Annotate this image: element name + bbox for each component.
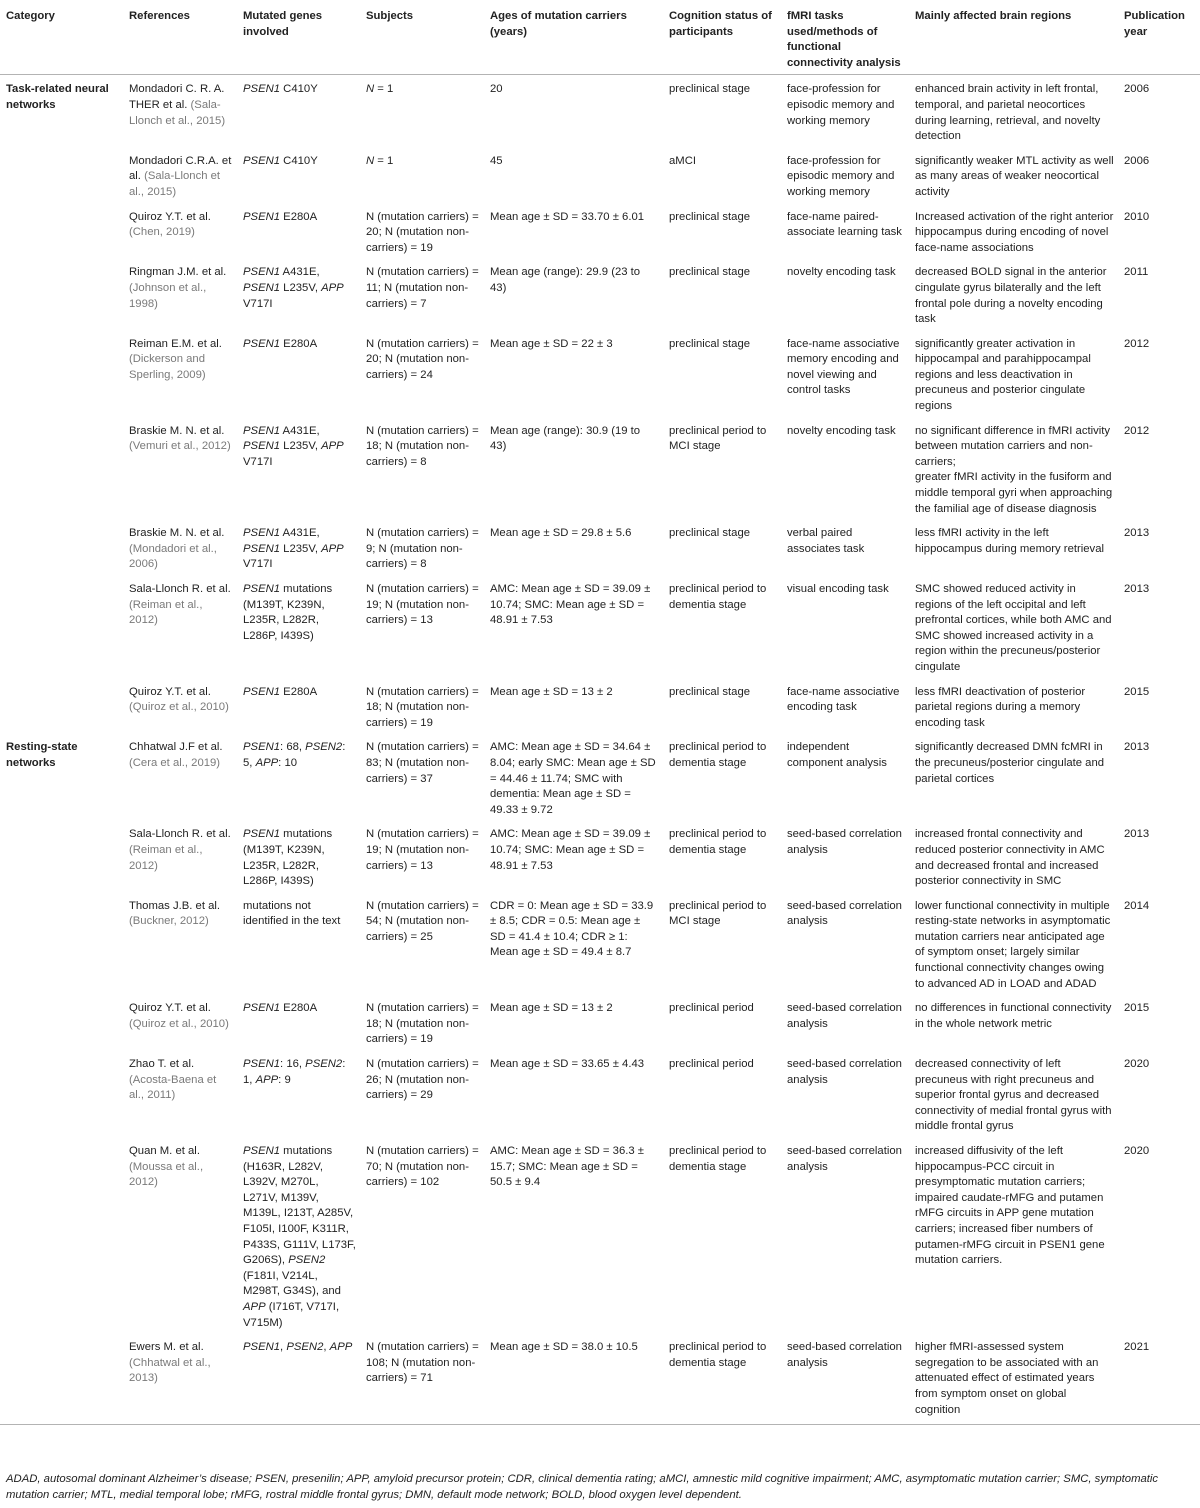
reference-cell bbox=[123, 417, 237, 520]
reference-citation-link: (Reiman et al., 2012) bbox=[129, 598, 203, 627]
gene-detail: : 9 bbox=[278, 1073, 291, 1086]
publication-year-cell: 2010 bbox=[1124, 210, 1150, 223]
gene-name: PSEN1 bbox=[243, 583, 281, 595]
gene-detail: E280A bbox=[280, 210, 318, 223]
gene-name: PSEN1 bbox=[243, 440, 281, 453]
gene-detail: A431E, bbox=[280, 266, 320, 279]
ages-cell: Mean age ± SD = 13 ± 2 bbox=[490, 1002, 613, 1015]
subjects-cell bbox=[360, 1050, 484, 1137]
header-ages: Ages of mutation carriers (years) bbox=[484, 2, 663, 75]
gene-name: APP bbox=[321, 281, 344, 294]
gene-detail: E280A bbox=[280, 337, 318, 350]
cognition-cell: preclinical period to MCI stage bbox=[669, 424, 767, 453]
reference-author: Sala-Llonch R. et al. bbox=[129, 828, 231, 841]
brain-regions-cell: significantly weaker MTL activity as well as many areas of weaker neocortical activity bbox=[915, 154, 1114, 198]
subjects-cell bbox=[360, 994, 484, 1050]
gene-detail: E280A bbox=[280, 1002, 318, 1015]
gene-name: PSEN1 bbox=[243, 1145, 281, 1157]
gene-name: PSEN1 bbox=[243, 83, 281, 96]
brain-regions-cell: decreased BOLD signal in the anterior cingulate gyrus bilaterally and the left frontal pole during a novelty encoding task bbox=[915, 266, 1107, 326]
publication-year-cell: 2015 bbox=[1124, 685, 1150, 698]
ages-cell: Mean age ± SD = 29.8 ± 5.6 bbox=[490, 527, 632, 540]
mutated-genes-cell bbox=[237, 994, 360, 1050]
cognition-cell: preclinical period bbox=[669, 1002, 754, 1015]
reference-citation-link: (Moussa et al., 2012) bbox=[129, 1160, 204, 1189]
brain-regions-cell: Increased activation of the right anterior hippocampus during encoding of novel face-name associations bbox=[915, 210, 1114, 254]
reference-citation-link: (Cera et al., 2019) bbox=[129, 756, 221, 769]
gene-detail: E280A bbox=[280, 685, 318, 698]
cognition-cell: preclinical stage bbox=[669, 685, 751, 698]
subjects-cell bbox=[360, 330, 484, 417]
mutated-genes-cell bbox=[237, 733, 360, 820]
gene-name: PSEN1 bbox=[243, 1341, 281, 1354]
reference-citation-link: (Acosta-Baena et al., 2011) bbox=[129, 1073, 217, 1102]
brain-regions-cell: significantly decreased DMN fcMRI in the precuneus/posterior cingulate and parietal cortices bbox=[915, 741, 1105, 785]
ages-cell: Mean age ± SD = 33.70 ± 6.01 bbox=[490, 210, 645, 223]
gene-detail: C410Y bbox=[280, 154, 318, 167]
reference-citation-link: (Chhatwal et al., 2013) bbox=[129, 1356, 211, 1385]
brain-regions-cell: enhanced brain activity in left frontal, temporal, and parietal neocortices during learning, retrieval, and novelty detection bbox=[915, 83, 1101, 143]
gene-name: PSEN1 bbox=[243, 281, 281, 294]
brain-regions-cell: lower functional connectivity in multiple resting-state networks in asymptomatic mutation carriers near anticipated age of symptom onset; largely similar functional connectivity changes owing to advanced AD in LOAD and ADAD bbox=[915, 899, 1111, 990]
subjects-text: N (mutation carriers) = 18; N (mutation non-carriers) = 19 bbox=[366, 685, 479, 729]
subjects-cell bbox=[360, 417, 484, 520]
header-subjects: Subjects bbox=[360, 2, 484, 75]
gene-detail: : 1, bbox=[243, 1058, 346, 1086]
subjects-text: N (mutation carriers) = 20; N (mutation non-carriers) = 24 bbox=[366, 337, 479, 381]
subjects-text: N (mutation carriers) = 20; N (mutation non-carriers) = 19 bbox=[366, 210, 479, 254]
gene-detail: L235V, bbox=[280, 542, 322, 555]
table-row bbox=[0, 417, 1200, 520]
reference-author: Reiman E.M. et al. bbox=[129, 337, 222, 350]
brain-regions-cell: higher fMRI-assessed system segregation to be associated with an attenuated effect of estimated years from symptom onset on global cognition bbox=[909, 1333, 1118, 1424]
subjects-text: N (mutation carriers) = 18; N (mutation non-carriers) = 8 bbox=[366, 424, 479, 468]
table-body bbox=[0, 75, 1200, 1425]
mutated-genes-cell bbox=[237, 892, 360, 995]
fmri-task-cell: face-name associative encoding task bbox=[787, 685, 900, 714]
ages-cell: AMC: Mean age ± SD = 39.09 ± 10.74; SMC: Mean age ± SD = 48.91 ± 7.53 bbox=[490, 583, 651, 627]
category-cell bbox=[0, 147, 123, 203]
gene-name: PSEN1 bbox=[243, 1002, 281, 1015]
reference-citation-link: (Mondadori et al., 2006) bbox=[129, 542, 217, 571]
reference-cell bbox=[123, 1050, 237, 1137]
reference-citation-link: (Quiroz et al., 2010) bbox=[129, 1017, 229, 1030]
reference-author: Mondadori C. R. A. THER et al. bbox=[129, 83, 225, 111]
subjects-cell bbox=[360, 203, 484, 259]
fmri-task-cell: seed-based correlation analysis bbox=[787, 1058, 902, 1086]
gene-detail: V717I bbox=[243, 455, 273, 468]
table-row bbox=[0, 575, 1200, 678]
publication-year-cell: 2014 bbox=[1124, 899, 1150, 912]
subjects-text: N bbox=[366, 83, 375, 96]
table-row bbox=[0, 1050, 1200, 1137]
reference-citation-link: (Johnson et al., 1998) bbox=[129, 281, 207, 310]
reference-cell bbox=[123, 147, 237, 203]
category-cell bbox=[0, 330, 123, 417]
gene-detail: , bbox=[323, 1341, 330, 1354]
publication-year-cell: 2020 bbox=[1124, 1058, 1150, 1071]
mutated-genes-cell bbox=[237, 519, 360, 575]
publication-year-cell: 2015 bbox=[1124, 1002, 1150, 1015]
header-row bbox=[0, 2, 1200, 75]
brain-regions-cell: no differences in functional connectivity in the whole network metric bbox=[915, 1002, 1112, 1030]
reference-cell bbox=[123, 1333, 237, 1424]
publication-year-cell: 2006 bbox=[1124, 154, 1150, 167]
reference-author: Ewers M. et al. bbox=[129, 1341, 204, 1354]
table-row bbox=[0, 330, 1200, 417]
cognition-cell: aMCI bbox=[669, 154, 696, 167]
gene-name: APP bbox=[255, 756, 279, 769]
reference-cell bbox=[123, 892, 237, 995]
fmri-task-cell: seed-based correlation analysis bbox=[787, 1002, 902, 1030]
fmri-task-cell: visual encoding task bbox=[787, 583, 889, 595]
mutated-genes-cell bbox=[237, 330, 360, 417]
reference-author: Chhatwal J.F et al. bbox=[129, 741, 223, 754]
ages-cell: Mean age ± SD = 38.0 ± 10.5 bbox=[484, 1333, 663, 1424]
ages-cell: 45 bbox=[490, 154, 503, 167]
category-cell bbox=[0, 417, 123, 520]
reference-citation-link: (Vemuri et al., 2012) bbox=[129, 440, 231, 453]
reference-cell bbox=[123, 575, 237, 678]
category-cell bbox=[0, 1137, 123, 1333]
header-references: References bbox=[123, 2, 237, 75]
subjects-text: N (mutation carriers) = 19; N (mutation non-carriers) = 13 bbox=[366, 583, 479, 627]
header-cognition: Cognition status of participants bbox=[663, 2, 781, 75]
mutated-genes-cell bbox=[237, 575, 360, 678]
table-row bbox=[0, 1137, 1200, 1333]
category-cell: Resting-state networks bbox=[6, 741, 78, 769]
ages-cell: AMC: Mean age ± SD = 36.3 ± 15.7; SMC: Mean age ± SD = 50.5 ± 9.4 bbox=[490, 1145, 644, 1189]
mutated-genes-cell bbox=[237, 417, 360, 520]
table-row bbox=[0, 733, 1200, 820]
mutated-genes-cell bbox=[237, 75, 360, 147]
subjects-text: N (mutation carriers) = 54; N (mutation non-carriers) = 25 bbox=[366, 899, 479, 943]
reference-author: Braskie M. N. et al. bbox=[129, 527, 225, 540]
table-row bbox=[0, 519, 1200, 575]
reference-author: Sala-Llonch R. et al. bbox=[129, 583, 231, 595]
fmri-task-cell: face-profession for episodic memory and working memory bbox=[787, 83, 895, 127]
brain-regions-cell: increased frontal connectivity and reduced posterior connectivity in AMC and decreased frontal and increased posterior connectivity in SMC bbox=[915, 828, 1105, 888]
publication-year-cell: 2012 bbox=[1124, 337, 1150, 350]
fmri-task-cell: verbal paired associates task bbox=[787, 527, 865, 555]
gene-name: PSEN1 bbox=[243, 527, 281, 540]
reference-author: Braskie M. N. et al. bbox=[129, 424, 225, 437]
subjects-text: = 1 bbox=[374, 154, 394, 167]
brain-regions-cell: no significant difference in fMRI activity between mutation carriers and non-carriers; greater fMRI activity in the fusiform and middle temporal gyri when approaching the familial age of disease diagnosis bbox=[915, 424, 1113, 515]
table-row bbox=[0, 820, 1200, 891]
reference-citation-link: (Quiroz et al., 2010) bbox=[129, 701, 229, 714]
fmri-task-cell: face-name associative memory encoding and novel viewing and control tasks bbox=[787, 337, 900, 397]
mutated-genes-cell bbox=[237, 820, 360, 891]
category-cell bbox=[0, 820, 123, 891]
gene-name: PSEN2 bbox=[286, 1341, 324, 1354]
header-category: Category bbox=[0, 2, 123, 75]
publication-year-cell: 2013 bbox=[1124, 828, 1150, 841]
reference-cell bbox=[123, 994, 237, 1050]
publication-year-cell: 2013 bbox=[1124, 583, 1150, 595]
publication-year-cell: 2011 bbox=[1124, 266, 1149, 279]
reference-citation-link: (Reiman et al., 2012) bbox=[129, 843, 203, 872]
gene-name: PSEN2 bbox=[305, 741, 343, 754]
cognition-cell: preclinical stage bbox=[669, 527, 751, 540]
subjects-cell bbox=[360, 1137, 484, 1333]
header-fmri-tasks: fMRI tasks used/methods of functional connectivity analysis bbox=[781, 2, 909, 75]
gene-detail: : 16, bbox=[280, 1058, 306, 1071]
gene-name: PSEN1 bbox=[243, 828, 281, 841]
gene-detail: mutations (M139T, K239N, L235R, L282R, L286P, I439S) bbox=[243, 828, 333, 888]
reference-citation-link: (Sala-Llonch et al., 2015) bbox=[129, 170, 221, 198]
cognition-cell: preclinical stage bbox=[669, 337, 751, 350]
ages-cell: Mean age (range): 29.9 (23 to 43) bbox=[490, 266, 641, 294]
ages-cell: 20 bbox=[490, 83, 503, 96]
ages-cell: Mean age ± SD = 22 ± 3 bbox=[490, 337, 613, 350]
gene-name: PSEN1 bbox=[243, 424, 281, 437]
header-genes: Mutated genes involved bbox=[237, 2, 360, 75]
reference-cell bbox=[123, 258, 237, 329]
gene-name: APP bbox=[243, 1300, 266, 1313]
header-brain-regions: Mainly affected brain regions bbox=[909, 2, 1118, 75]
reference-cell bbox=[123, 75, 237, 147]
mutated-genes-cell bbox=[237, 147, 360, 203]
subjects-text: N (mutation carriers) = 9; N (mutation non-carriers) = 8 bbox=[366, 527, 479, 571]
gene-detail: (I716T, V717I, V715M) bbox=[243, 1300, 340, 1329]
cognition-cell: preclinical period to MCI stage bbox=[669, 899, 767, 928]
category-cell bbox=[0, 1333, 123, 1424]
ages-cell: AMC: Mean age ± SD = 34.64 ± 8.04; early SMC: Mean age ± SD = 44.46 ± 11.74; SMC with dementia: Mean age ± SD = 49.33 ± 9.72 bbox=[490, 741, 656, 816]
ages-cell: Mean age ± SD = 33.65 ± 4.43 bbox=[490, 1058, 645, 1071]
gene-name: PSEN1 bbox=[243, 210, 281, 223]
reference-citation-link: (Sala-Llonch et al., 2015) bbox=[129, 98, 226, 127]
reference-citation-link: (Chen, 2019) bbox=[129, 226, 195, 239]
cognition-cell: preclinical period to dementia stage bbox=[669, 1145, 767, 1173]
gene-name: PSEN2 bbox=[288, 1254, 326, 1267]
gene-name: PSEN1 bbox=[243, 337, 281, 350]
subjects-text: = 1 bbox=[374, 83, 394, 96]
reference-cell bbox=[123, 678, 237, 734]
header-publication-year: Publication year bbox=[1118, 2, 1200, 75]
ages-cell: AMC: Mean age ± SD = 39.09 ± 10.74; SMC: Mean age ± SD = 48.91 ± 7.53 bbox=[490, 828, 651, 872]
gene-name: PSEN1 bbox=[243, 741, 281, 754]
brain-regions-cell: less fMRI activity in the left hippocampus during memory retrieval bbox=[915, 527, 1104, 555]
reference-author: Quiroz Y.T. et al. bbox=[129, 685, 211, 698]
fmri-task-cell: independent component analysis bbox=[787, 741, 887, 769]
gene-detail: V717I bbox=[243, 297, 273, 310]
reference-author: Quan M. et al. bbox=[129, 1145, 200, 1157]
subjects-text: N (mutation carriers) = 70; N (mutation non-carriers) = 102 bbox=[366, 1145, 479, 1189]
publication-year-cell: 2012 bbox=[1124, 424, 1150, 437]
subjects-cell bbox=[360, 820, 484, 891]
gene-detail: L235V, bbox=[280, 281, 322, 294]
reference-author: Quiroz Y.T. et al. bbox=[129, 1002, 211, 1015]
brain-regions-cell: SMC showed reduced activity in regions of the left occipital and left prefrontal cortices, while both AMC and SMC showed increased activity in a region within the precuneus/posterior cingulate bbox=[915, 583, 1112, 673]
mutated-genes-cell bbox=[237, 1333, 360, 1424]
brain-regions-cell: increased diffusivity of the left hippocampus-PCC circuit in presymptomatic mutation carriers; impaired caudate-rMFG and putamen rMFG circuits in APP gene mutation carriers; increased fiber numbers of putamen-rMFG circuit in PSEN1 gene mutation carriers. bbox=[915, 1145, 1105, 1267]
fmri-task-cell: seed-based correlation analysis bbox=[787, 899, 902, 928]
table-row bbox=[0, 258, 1200, 329]
category-cell bbox=[0, 519, 123, 575]
subjects-text: N (mutation carriers) = 83; N (mutation non-carriers) = 37 bbox=[366, 741, 479, 785]
gene-name: PSEN1 bbox=[243, 154, 281, 167]
reference-cell bbox=[123, 519, 237, 575]
reference-citation-link: (Buckner, 2012) bbox=[129, 915, 209, 928]
cognition-cell: preclinical stage bbox=[669, 83, 751, 96]
table-row bbox=[0, 1333, 1200, 1424]
table-footnote: ADAD, autosomal dominant Alzheimer’s disease; PSEN, presenilin; APP, amyloid precursor protein; CDR, clinical dementia rating; aMCI, amnestic mild cognitive impairment; AMC, asymptomatic mutation carrier; SMC, symptomatic mutation carrier; MTL, medial temporal lobe; rMFG, rostral middle frontal gyrus; DMN, default mode network; BOLD, blood oxygen level dependent. bbox=[6, 1473, 1159, 1501]
brain-regions-cell: decreased connectivity of left precuneus with right precuneus and superior frontal gyrus and decreased connectivity of medial frontal gyrus with middle frontal gyrus bbox=[915, 1058, 1112, 1133]
category-cell bbox=[0, 994, 123, 1050]
gene-detail: : 68, bbox=[280, 741, 306, 754]
gene-detail: : 10 bbox=[278, 756, 298, 769]
reference-author: Ringman J.M. et al. bbox=[129, 266, 227, 279]
subjects-cell bbox=[360, 147, 484, 203]
ages-cell: Mean age ± SD = 13 ± 2 bbox=[490, 685, 613, 698]
gene-detail: A431E, bbox=[280, 527, 320, 540]
reference-cell bbox=[123, 1137, 237, 1333]
publication-year-cell: 2013 bbox=[1124, 527, 1150, 540]
category-cell bbox=[0, 258, 123, 329]
gene-detail: L235V, bbox=[280, 440, 322, 453]
subjects-cell bbox=[360, 258, 484, 329]
subjects-cell bbox=[360, 733, 484, 820]
cognition-cell: preclinical period bbox=[669, 1058, 754, 1071]
table-row bbox=[0, 75, 1200, 147]
studies-table bbox=[0, 2, 1200, 1425]
gene-detail: , bbox=[280, 1341, 287, 1354]
fmri-task-cell: seed-based correlation analysis bbox=[781, 1333, 909, 1424]
cognition-cell: preclinical period to dementia stage bbox=[669, 741, 767, 769]
subjects-cell bbox=[360, 678, 484, 734]
category-cell bbox=[0, 678, 123, 734]
fmri-task-cell: seed-based correlation analysis bbox=[787, 1145, 902, 1173]
cognition-cell: preclinical period to dementia stage bbox=[669, 828, 767, 856]
gene-name: APP bbox=[329, 1341, 353, 1354]
subjects-text: N (mutation carriers) = 18; N (mutation non-carriers) = 19 bbox=[366, 1002, 479, 1046]
cognition-cell: preclinical period to dementia stage bbox=[663, 1333, 781, 1424]
mutated-genes-cell bbox=[237, 258, 360, 329]
reference-author: Mondadori C.R.A. et al. bbox=[129, 154, 232, 183]
publication-year-cell: 2021 bbox=[1118, 1333, 1200, 1424]
reference-author: Thomas J.B. et al. bbox=[129, 899, 221, 912]
brain-regions-cell: less fMRI deactivation of posterior parietal regions during a memory encoding task bbox=[915, 685, 1086, 729]
reference-cell bbox=[123, 820, 237, 891]
ages-cell: CDR = 0: Mean age ± SD = 33.9 ± 8.5; CDR = 0.5: Mean age ± SD = 41.4 ± 10.4; CDR ≥ 1: Mean age ± SD = 49.4 ± 8.7 bbox=[490, 899, 654, 959]
brain-regions-cell: significantly greater activation in hippocampal and parahippocampal regions and less deactivation in precuneus and posterior cingulate regions bbox=[915, 337, 1091, 413]
gene-name: APP bbox=[321, 542, 344, 555]
gene-name: APP bbox=[255, 1073, 279, 1086]
mutated-genes-cell bbox=[237, 678, 360, 734]
gene-name: APP bbox=[321, 440, 344, 453]
subjects-text: N (mutation carriers) = 108; N (mutation non-carriers) = 71 bbox=[366, 1341, 479, 1385]
category-cell bbox=[0, 575, 123, 678]
reference-author: Zhao T. et al. bbox=[129, 1058, 195, 1071]
category-cell bbox=[0, 1050, 123, 1137]
fmri-task-cell: novelty encoding task bbox=[787, 424, 896, 437]
cognition-cell: preclinical period to dementia stage bbox=[669, 583, 767, 611]
subjects-text: N bbox=[366, 154, 375, 167]
publication-year-cell: 2006 bbox=[1124, 83, 1150, 96]
category-cell bbox=[0, 203, 123, 259]
fmri-task-cell: seed-based correlation analysis bbox=[787, 828, 902, 856]
fmri-task-cell: novelty encoding task bbox=[787, 266, 896, 279]
gene-detail: mutations (H163R, L282V, L392V, M270L, L271V, M139V, M139L, I213T, A285V, F105I, I100F, K311R, P433S, G111V, L173F, G206S), bbox=[243, 1145, 356, 1267]
gene-detail: A431E, bbox=[280, 424, 320, 437]
category-cell: Task-related neural networks bbox=[6, 83, 109, 111]
fmri-task-cell: face-profession for episodic memory and working memory bbox=[787, 154, 895, 198]
gene-name: PSEN1 bbox=[243, 542, 281, 555]
cognition-cell: preclinical stage bbox=[669, 210, 751, 223]
publication-year-cell: 2020 bbox=[1124, 1145, 1150, 1157]
mutated-genes-cell bbox=[237, 1137, 360, 1333]
subjects-cell bbox=[360, 892, 484, 995]
fmri-task-cell: face-name paired-associate learning task bbox=[787, 210, 902, 239]
subjects-text: N (mutation carriers) = 26; N (mutation non-carriers) = 29 bbox=[366, 1058, 479, 1102]
subjects-cell bbox=[360, 1333, 484, 1424]
gene-name: PSEN1 bbox=[243, 266, 281, 279]
reference-author: Quiroz Y.T. et al. bbox=[129, 210, 211, 223]
gene-name: PSEN2 bbox=[305, 1058, 343, 1071]
ages-cell: Mean age (range): 30.9 (19 to 43) bbox=[490, 424, 641, 453]
subjects-text: N (mutation carriers) = 11; N (mutation non-carriers) = 7 bbox=[366, 266, 479, 310]
gene-detail: (F181I, V214L, M298T, G34S), and bbox=[243, 1269, 341, 1298]
subjects-cell bbox=[360, 75, 484, 147]
gene-detail: mutations not identified in the text bbox=[243, 899, 341, 928]
category-cell bbox=[0, 892, 123, 995]
table-row bbox=[0, 678, 1200, 734]
table-row bbox=[0, 994, 1200, 1050]
publication-year-cell: 2013 bbox=[1124, 741, 1150, 754]
gene-detail: C410Y bbox=[280, 83, 318, 96]
mutated-genes-cell bbox=[237, 1050, 360, 1137]
gene-detail: : 5, bbox=[243, 741, 346, 769]
subjects-cell bbox=[360, 519, 484, 575]
subjects-cell bbox=[360, 575, 484, 678]
reference-citation-link: (Dickerson and Sperling, 2009) bbox=[129, 353, 206, 381]
reference-cell bbox=[123, 733, 237, 820]
table-row bbox=[0, 147, 1200, 203]
gene-detail: mutations (M139T, K239N, L235R, L282R, L286P, I439S) bbox=[243, 583, 333, 642]
reference-cell bbox=[123, 203, 237, 259]
cognition-cell: preclinical stage bbox=[669, 266, 751, 279]
mutated-genes-cell bbox=[237, 203, 360, 259]
table-row bbox=[0, 892, 1200, 995]
gene-name: PSEN1 bbox=[243, 685, 281, 698]
gene-detail: V717I bbox=[243, 558, 273, 571]
table-row bbox=[0, 203, 1200, 259]
subjects-text: N (mutation carriers) = 19; N (mutation non-carriers) = 13 bbox=[366, 828, 479, 872]
reference-cell bbox=[123, 330, 237, 417]
gene-name: PSEN1 bbox=[243, 1058, 281, 1071]
